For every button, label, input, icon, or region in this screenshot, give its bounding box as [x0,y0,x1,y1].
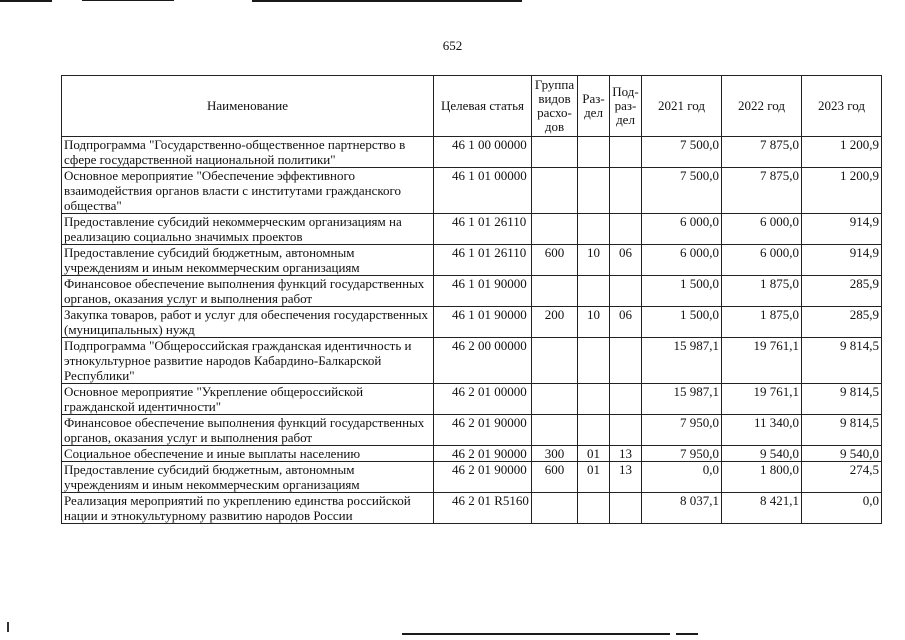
row-subsection: 13 [610,462,642,493]
row-expense-group [532,214,578,245]
row-amount-2021: 8 037,1 [642,493,722,524]
row-subsection [610,384,642,415]
row-amount-2022: 9 540,0 [722,446,802,462]
row-amount-2021: 1 500,0 [642,307,722,338]
row-section [578,493,610,524]
row-section [578,384,610,415]
table-row [62,446,882,462]
row-section: 01 [578,446,610,462]
header-name: Наименование [62,76,434,137]
table-body [62,137,882,524]
row-amount-2021: 7 500,0 [642,137,722,168]
row-section: 10 [578,307,610,338]
scan-border-line [676,633,698,635]
row-subsection: 06 [610,307,642,338]
row-name: Предоставление субсидий бюджетным, автономным учреждениям и иным некоммерческим организациям [62,245,434,276]
row-subsection [610,214,642,245]
table-row [62,384,882,415]
table-row [62,214,882,245]
row-name: Закупка товаров, работ и услуг для обеспечения государственных (муниципальных) нужд [62,307,434,338]
row-amount-2021: 15 987,1 [642,338,722,384]
row-expense-group: 600 [532,462,578,493]
row-subsection: 13 [610,446,642,462]
table-row [62,276,882,307]
row-amount-2021: 6 000,0 [642,214,722,245]
header-subsection: Под-раз-дел [610,76,642,137]
row-subsection [610,493,642,524]
row-target-article: 46 1 01 90000 [434,307,532,338]
row-amount-2023: 274,5 [802,462,882,493]
table-row [62,462,882,493]
row-name: Подпрограмма "Общероссийская гражданская идентичность и этнокультурное развитие народов Кабардино-Балкарской Республики" [62,338,434,384]
row-amount-2023: 0,0 [802,493,882,524]
table-row [62,307,882,338]
row-amount-2022: 7 875,0 [722,137,802,168]
row-amount-2023: 1 200,9 [802,137,882,168]
row-amount-2022: 1 875,0 [722,307,802,338]
budget-table [61,75,882,524]
row-amount-2023: 914,9 [802,214,882,245]
row-target-article: 46 1 01 26110 [434,245,532,276]
table-header [62,76,882,137]
row-amount-2023: 285,9 [802,276,882,307]
row-target-article: 46 1 01 00000 [434,168,532,214]
row-amount-2022: 8 421,1 [722,493,802,524]
row-amount-2023: 285,9 [802,307,882,338]
header-expense-group: Группа видов расхо-дов [532,76,578,137]
row-name: Предоставление субсидий бюджетным, автономным учреждениям и иным некоммерческим организациям [62,462,434,493]
row-subsection [610,415,642,446]
row-expense-group: 300 [532,446,578,462]
row-section: 10 [578,245,610,276]
row-expense-group [532,338,578,384]
header-year-2022: 2022 год [722,76,802,137]
row-target-article: 46 2 01 90000 [434,462,532,493]
row-amount-2022: 19 761,1 [722,384,802,415]
row-subsection [610,338,642,384]
row-amount-2022: 19 761,1 [722,338,802,384]
row-amount-2022: 6 000,0 [722,245,802,276]
row-subsection [610,276,642,307]
row-target-article: 46 1 00 00000 [434,137,532,168]
header-year-2021: 2021 год [642,76,722,137]
row-name: Подпрограмма "Государственно-общественное партнерство в сфере государственной национальной политики" [62,137,434,168]
row-amount-2023: 9 814,5 [802,384,882,415]
row-section [578,415,610,446]
row-name: Финансовое обеспечение выполнения функций государственных органов, оказания услуг и выполнения работ [62,276,434,307]
row-target-article: 46 2 01 90000 [434,415,532,446]
row-section [578,168,610,214]
header-year-2023: 2023 год [802,76,882,137]
row-subsection [610,137,642,168]
scan-mark [7,622,9,632]
table-row [62,338,882,384]
row-name: Реализация мероприятий по укреплению единства российской нации и этнокультурному развитию народов России [62,493,434,524]
row-expense-group [532,493,578,524]
row-section [578,214,610,245]
table-row [62,168,882,214]
row-subsection: 06 [610,245,642,276]
row-target-article: 46 2 00 00000 [434,338,532,384]
row-expense-group [532,137,578,168]
row-target-article: 46 2 01 00000 [434,384,532,415]
row-target-article: 46 1 01 90000 [434,276,532,307]
row-amount-2021: 7 950,0 [642,415,722,446]
row-amount-2023: 9 814,5 [802,338,882,384]
row-name: Основное мероприятие "Обеспечение эффективного взаимодействия органов власти с институтами гражданского общества" [62,168,434,214]
scan-border-line [402,633,670,635]
table-row [62,137,882,168]
row-amount-2023: 1 200,9 [802,168,882,214]
row-amount-2021: 1 500,0 [642,276,722,307]
row-amount-2022: 7 875,0 [722,168,802,214]
row-name: Социальное обеспечение и иные выплаты населению [62,446,434,462]
scan-border-line [0,0,52,2]
row-amount-2021: 0,0 [642,462,722,493]
header-row [62,76,882,137]
row-amount-2022: 1 875,0 [722,276,802,307]
row-section [578,338,610,384]
header-section: Раз-дел [578,76,610,137]
row-amount-2022: 6 000,0 [722,214,802,245]
row-amount-2021: 6 000,0 [642,245,722,276]
row-expense-group: 600 [532,245,578,276]
row-amount-2023: 914,9 [802,245,882,276]
row-target-article: 46 1 01 26110 [434,214,532,245]
row-expense-group [532,415,578,446]
row-amount-2023: 9 540,0 [802,446,882,462]
table-row [62,415,882,446]
row-section: 01 [578,462,610,493]
row-section [578,137,610,168]
scan-border-line [252,0,522,2]
row-section [578,276,610,307]
page-number: 652 [442,38,463,53]
row-name: Предоставление субсидий некоммерческим организациям на реализацию социально значимых проектов [62,214,434,245]
row-amount-2021: 15 987,1 [642,384,722,415]
row-name: Основное мероприятие "Укрепление общероссийской гражданской идентичности" [62,384,434,415]
row-target-article: 46 2 01 R5160 [434,493,532,524]
table-row [62,245,882,276]
row-expense-group [532,168,578,214]
row-expense-group [532,276,578,307]
row-amount-2022: 11 340,0 [722,415,802,446]
row-target-article: 46 2 01 90000 [434,446,532,462]
row-amount-2021: 7 950,0 [642,446,722,462]
header-target-article: Целевая статья [434,76,532,137]
table-row [62,493,882,524]
row-amount-2023: 9 814,5 [802,415,882,446]
row-expense-group [532,384,578,415]
row-expense-group: 200 [532,307,578,338]
row-amount-2022: 1 800,0 [722,462,802,493]
row-amount-2021: 7 500,0 [642,168,722,214]
row-subsection [610,168,642,214]
scan-border-line [82,0,174,1]
row-name: Финансовое обеспечение выполнения функций государственных органов, оказания услуг и выполнения работ [62,415,434,446]
